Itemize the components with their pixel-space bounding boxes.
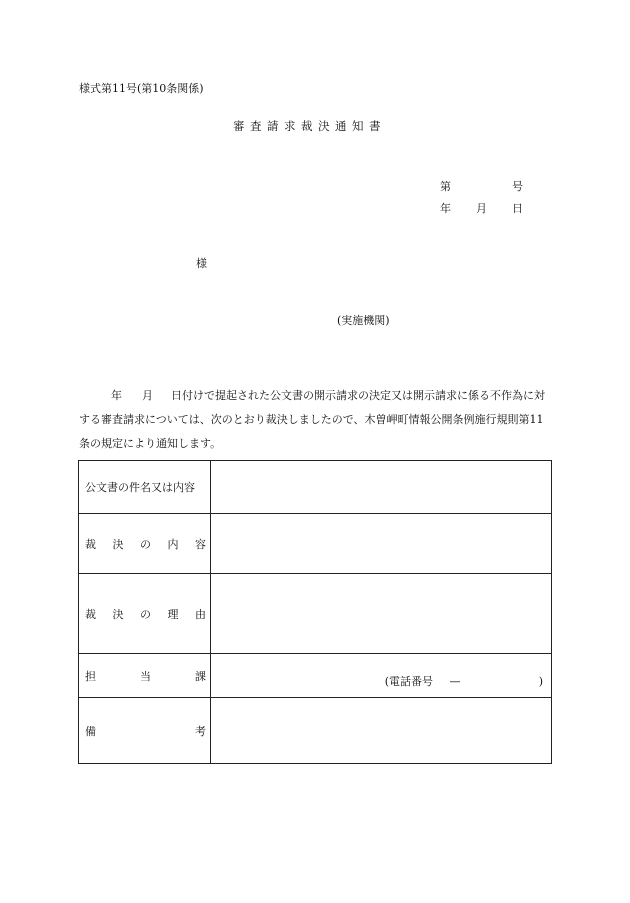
- form-table: [78, 460, 552, 764]
- label-department: 担 当 課: [79, 654, 211, 698]
- table-row-subject: [79, 461, 552, 514]
- field-department: [211, 654, 552, 698]
- doc-number-suffix: 号: [512, 180, 523, 193]
- body-year: 年: [111, 389, 122, 402]
- field-remarks: [211, 698, 552, 764]
- body-month: 月: [142, 389, 153, 402]
- form-number: 様式第11号(第10条関係): [79, 82, 204, 95]
- phone-number-line: (電話番号 — ): [384, 675, 543, 688]
- date-year: 年: [440, 202, 451, 215]
- table-row-remarks: [79, 698, 552, 764]
- table-row-department: [79, 654, 552, 698]
- field-decision-content: [211, 514, 552, 574]
- label-decision-content: 裁 決 の 内 容: [79, 514, 211, 574]
- label-remarks: 備 考: [79, 698, 211, 764]
- date-month: 月: [476, 202, 487, 215]
- field-decision-reason: [211, 574, 552, 654]
- body-paragraph: [79, 384, 551, 456]
- label-decision-reason: 裁 決 の 理 由: [79, 574, 211, 654]
- label-document-subject: 公文書の件名又は内容: [79, 461, 211, 514]
- body-text: 日付けで提起された公文書の開示請求の決定又は開示請求に係る不作為に対する審査請求については、次のとおり裁決しましたので、木曽岬町情報公開条例施行規則第11条の規定により通知します。: [79, 389, 545, 450]
- date-day: 日: [512, 202, 523, 215]
- implementing-agency: (実施機関): [337, 314, 390, 327]
- table-row-decision-content: [79, 514, 552, 574]
- doc-number-prefix: 第: [440, 180, 451, 193]
- document-title: 審査請求裁決通知書: [233, 119, 386, 133]
- table-row-decision-reason: [79, 574, 552, 654]
- addressee-honorific: 様: [196, 257, 207, 270]
- field-document-subject: [211, 461, 552, 514]
